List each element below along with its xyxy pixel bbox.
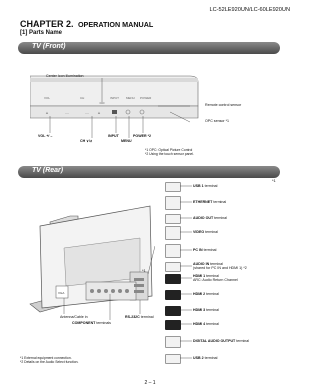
vol-label: VOL +/ –: [38, 134, 53, 138]
input-label: INPUT: [108, 134, 119, 138]
rear-banner: [18, 166, 280, 178]
front-banner: [18, 42, 280, 54]
svg-text:▲: ▲: [97, 110, 101, 115]
front-note-1: *1 OPC: Optical Picture Control: [145, 148, 193, 152]
svg-text:VGA: VGA: [58, 291, 65, 295]
rear-star-note: *1: [272, 178, 276, 183]
front-note-2: *2 Using the touch sensor panel.: [145, 152, 195, 156]
bar-vol: VOL: [44, 96, 51, 100]
bar-menu: MENU: [126, 96, 135, 100]
rear-note-1: *1 External equipment connection.: [20, 356, 72, 360]
tv-rear-illustration: [20, 186, 155, 326]
terminal-leader-lines: [180, 182, 194, 367]
remote-sensor-label: Remote control sensor: [205, 103, 242, 107]
svg-text:▲: ▲: [45, 110, 49, 115]
svg-text:—: —: [65, 110, 69, 115]
center-icon-label: Center Icon illumination: [46, 74, 84, 78]
page-number: 2 – 1: [144, 380, 156, 386]
bar-power: POWER: [140, 96, 152, 100]
rear-panel-star: *1: [142, 268, 146, 273]
rear-notes: [20, 356, 78, 364]
model-number: LC-52LE920UN/LC-60LE920UN: [209, 7, 290, 13]
menu-label: MENU: [121, 139, 132, 143]
front-notes: [145, 148, 194, 156]
svg-text:—: —: [85, 110, 89, 115]
antenna-label: Antenna/Cable in: [60, 315, 88, 319]
component-label: COMPONENT terminals: [72, 321, 111, 325]
front-banner-label: TV (Front): [32, 43, 66, 50]
section-title: [1] Parts Name: [20, 30, 63, 36]
rear-banner-label: TV (Rear): [32, 167, 64, 174]
power-label: POWER *2: [133, 134, 151, 138]
ch-label: CH ∨/∧: [80, 139, 93, 143]
bar-input: INPUT: [110, 96, 119, 100]
opc-sensor-label: OPC sensor *1: [205, 119, 229, 123]
rs232c-label: RS-232C terminal: [125, 315, 154, 319]
bar-ch: CH: [80, 96, 85, 100]
chapter-number: CHAPTER 2.: [20, 19, 74, 29]
rear-note-2: *2 Details on the Audio Select function.: [20, 360, 79, 364]
chapter-title: OPERATION MANUAL: [77, 20, 154, 29]
